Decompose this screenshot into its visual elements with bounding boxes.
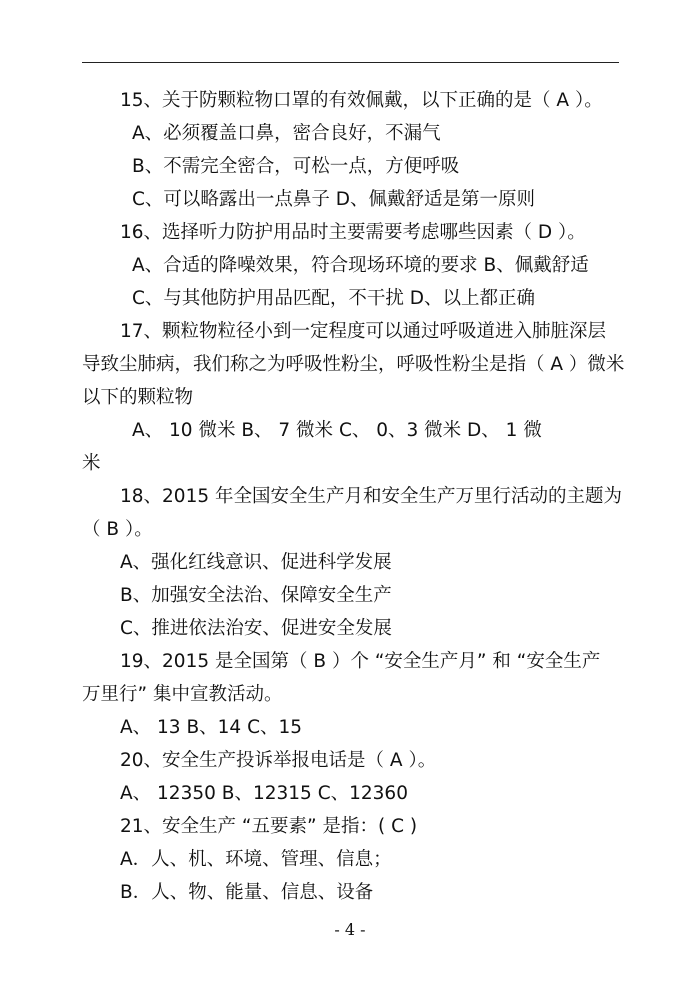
text-line: 万里行” 集中宣教活动。 [82,684,283,705]
text-line: 以下的颗粒物 [82,387,194,408]
text-line: A、合适的降噪效果，符合现场环境的要求 B、佩戴舒适 [132,255,589,276]
text-line: 19、2015 是全国第（ B ）个 “安全生产月” 和 “安全生产 [120,651,601,672]
text-line: A、 10 微米 B、 7 微米 C、 0、3 微米 D、 1 微 [132,420,542,441]
text-line: 米 [82,453,101,474]
page-number: - 4 - [334,920,366,939]
text-line: A、 12350 B、12315 C、12360 [120,783,408,804]
document-body [82,84,625,909]
text-line: 15、关于防颗粒物口罩的有效佩戴，以下正确的是（ A ）。 [120,90,603,111]
text-line: 17、颗粒物粒径小到一定程度可以通过呼吸道进入肺脏深层 [120,321,607,342]
text-line: 导致尘肺病，我们称之为呼吸性粉尘，呼吸性粉尘是指（ A ）微米 [82,354,625,375]
text-line: A、必须覆盖口鼻，密合良好，不漏气 [132,123,441,144]
text-line: A、强化红线意识、促进科学发展 [120,552,392,573]
text-line: B．人、物、能量、信息、设备 [120,882,374,903]
text-line: （ B ）。 [82,519,153,540]
text-line: 21、安全生产 “五要素” 是指：( C ) [120,816,418,837]
text-line: C、可以略露出一点鼻子 D、佩戴舒适是第一原则 [132,189,536,210]
text-line: B、不需完全密合，可松一点，方便呼吸 [132,156,460,177]
header-rule [82,62,619,63]
text-line: 20、安全生产投诉举报电话是（ A ）。 [120,750,437,771]
text-line: 16、选择听力防护用品时主要需要考虑哪些因素（ D ）。 [120,222,586,243]
text-line: A、 13 B、14 C、15 [120,717,303,738]
text-line: B、加强安全法治、保障安全生产 [120,585,392,606]
text-line: A．人、机、环境、管理、信息； [120,849,392,870]
text-line: 18、2015 年全国安全生产月和安全生产万里行活动的主题为 [120,486,623,507]
text-line: C、与其他防护用品匹配，不干扰 D、以上都正确 [132,288,536,309]
text-line: C、推进依法治安、促进安全发展 [120,618,392,639]
